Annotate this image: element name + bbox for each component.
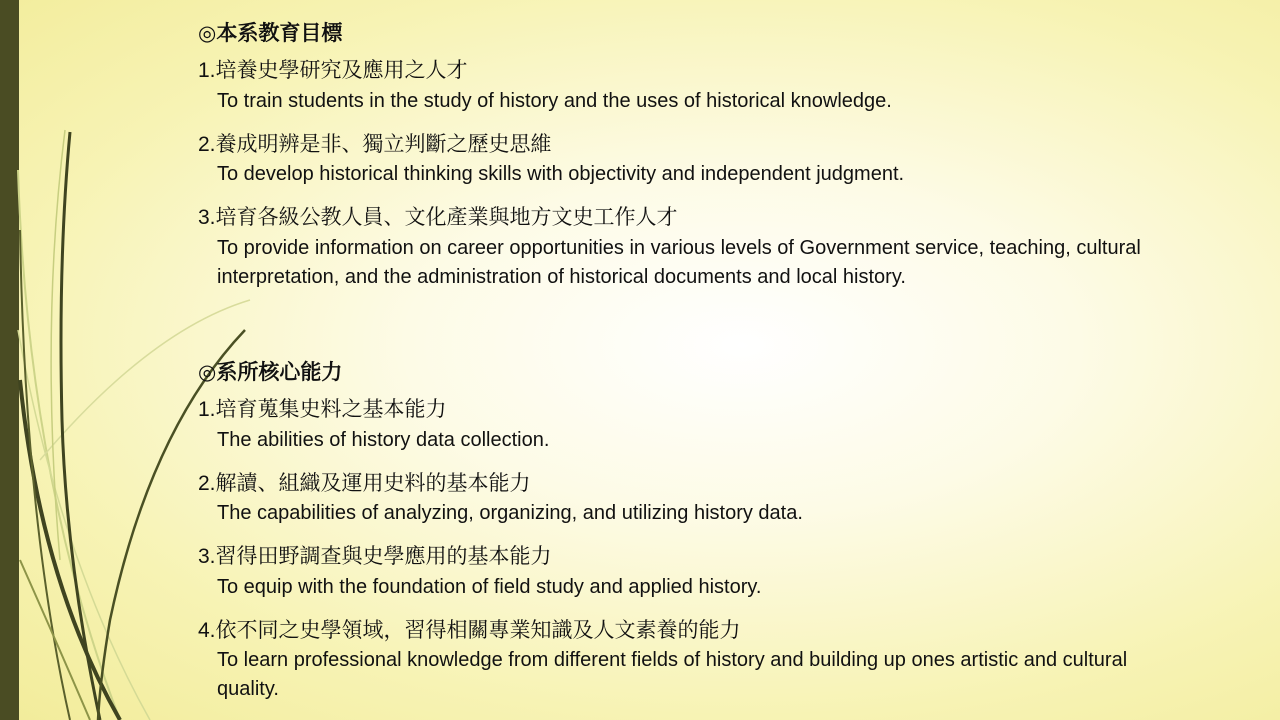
competency-1-title: 1.培育蒐集史料之基本能力 xyxy=(198,398,447,421)
goal-3-english: To provide information on career opportunities in various levels of Government service, teaching, cultural interpretation, and the administration of historical documents and local history. xyxy=(217,237,1141,288)
competency-2-english: The capabilities of analyzing, organizing, and utilizing history data. xyxy=(217,502,803,524)
competency-3-title: 3.習得田野調查與史學應用的基本能力 xyxy=(198,545,552,568)
competency-1-english: The abilities of history data collection. xyxy=(217,429,550,451)
goal-3-title: 3.培育各級公教人員、文化產業與地方文史工作人才 xyxy=(198,206,678,229)
section-heading-core-competencies: ◎系所核心能力 xyxy=(198,361,343,384)
competency-4-english: To learn professional knowledge from different fields of history and building up ones artistic and cultural quality. xyxy=(217,649,1128,700)
goal-1-english: To train students in the study of history and the uses of historical knowledge. xyxy=(217,90,892,112)
competency-4-title: 4.依不同之史學領域，習得相關專業知識及人文素養的能力 xyxy=(198,619,741,642)
goal-2-title: 2.養成明辨是非、獨立判斷之歷史思維 xyxy=(198,133,552,156)
goal-1-title: 1.培養史學研究及應用之人才 xyxy=(198,59,468,82)
competency-3-english: To equip with the foundation of field study and applied history. xyxy=(217,576,762,598)
section-heading-education-goals: ◎本系教育目標 xyxy=(198,22,343,45)
competency-2-title: 2.解讀、組織及運用史料的基本能力 xyxy=(198,472,531,495)
goal-2-english: To develop historical thinking skills with objectivity and independent judgment. xyxy=(217,163,905,185)
